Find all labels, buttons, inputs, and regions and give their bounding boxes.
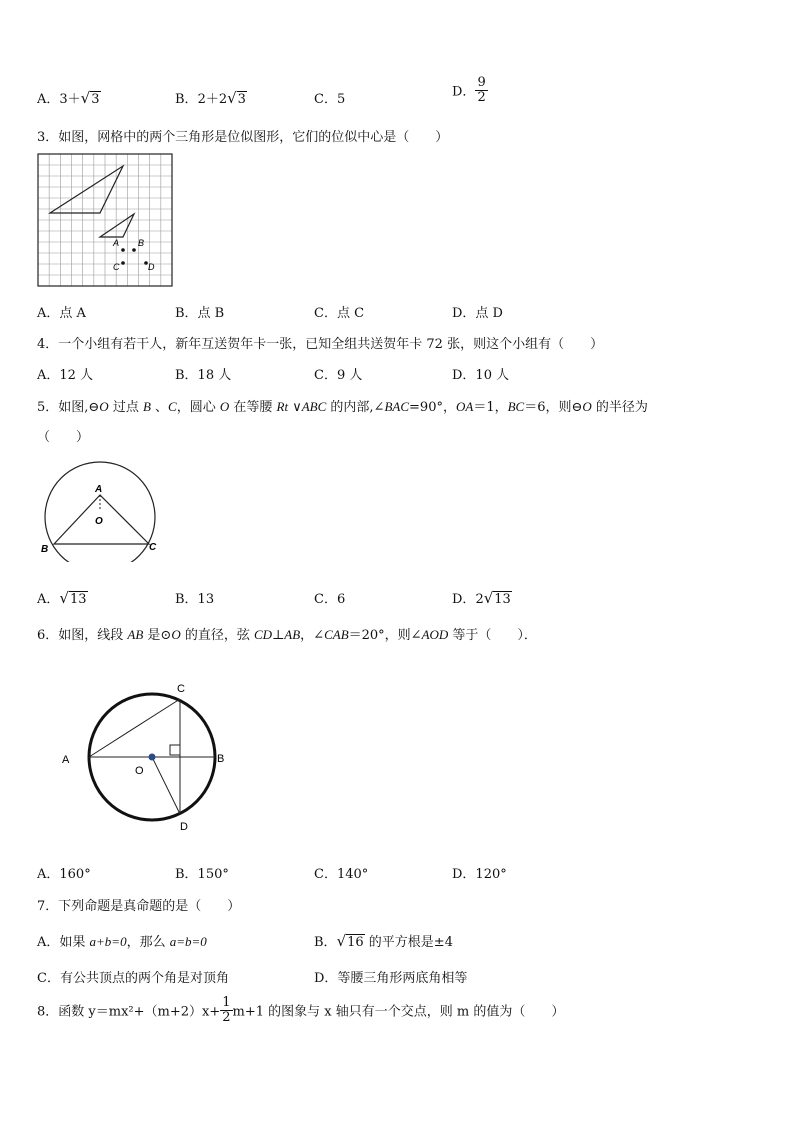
q5-circle bbox=[45, 462, 155, 562]
q6-center-dot bbox=[149, 754, 156, 761]
q2-option-c: C．5 bbox=[314, 92, 346, 107]
q5-option-b: B．13 bbox=[175, 592, 215, 607]
q3-option-a: A．点 A bbox=[37, 306, 86, 321]
q2-option-b: B．2＋2√3 bbox=[175, 89, 246, 107]
q6-option-c: C．140° bbox=[314, 867, 369, 882]
q6-circle-figure bbox=[55, 676, 235, 836]
question-7-text: 7．下列命题是真命题的是（ ） bbox=[37, 899, 241, 914]
point-b-dot bbox=[132, 248, 136, 252]
q6-option-b: B．150° bbox=[175, 867, 229, 882]
q7-option-a: A．如果 a+b=0，那么 a=b=0 bbox=[37, 934, 207, 950]
q5-option-d: D．2√13 bbox=[452, 589, 511, 607]
q3-option-b: B．点 B bbox=[175, 306, 225, 321]
fraction: $\frac{1}{2}$ bbox=[222, 995, 231, 1025]
q6-label-d: D bbox=[180, 821, 188, 833]
q6-option-d: D．120° bbox=[452, 867, 507, 882]
q2-option-a: A．3＋√3 bbox=[37, 89, 100, 107]
q7-option-d: D．等腰三角形两底角相等 bbox=[314, 971, 468, 986]
label-a: A bbox=[113, 238, 120, 248]
q6-label-a: A bbox=[62, 754, 70, 766]
q6-label-o: O bbox=[135, 765, 144, 777]
q6-option-a: A．160° bbox=[37, 867, 91, 882]
q3-grid-figure bbox=[37, 153, 173, 287]
q5-label-o: O bbox=[95, 516, 103, 527]
q6-segment-od bbox=[152, 757, 180, 814]
q6-right-angle-mark bbox=[170, 745, 180, 755]
q2-option-d: D． $\frac{9}{2}$ bbox=[452, 75, 486, 105]
q5-circle-figure bbox=[37, 460, 167, 562]
fraction: $\frac{9}{2}$ bbox=[477, 75, 486, 105]
q6-label-c: C bbox=[177, 683, 185, 695]
label-b: B bbox=[138, 238, 145, 248]
question-5-paren: （ ） bbox=[37, 430, 90, 445]
question-4-text: 4．一个小组有若干人，新年互送贺年卡一张，已知全组共送贺年卡 72 张，则这个小组有（ ） bbox=[37, 337, 604, 352]
label-c: C bbox=[113, 262, 120, 272]
q6-segment-ac bbox=[89, 699, 180, 757]
q4-option-c: C．9 人 bbox=[314, 368, 363, 383]
point-c-dot bbox=[121, 261, 125, 265]
q6-label-b: B bbox=[217, 753, 225, 765]
q3-option-c: C．点 C bbox=[314, 306, 365, 321]
point-a-dot bbox=[121, 248, 125, 252]
question-5-text: 5．如图,⊖O 过点 B 、C，圆心 O 在等腰 Rt ∨ABC 的内部,∠BAC=90°，OA＝1，BC＝6，则⊖O 的半径为 bbox=[37, 399, 648, 415]
q7-option-c: C．有公共顶点的两个角是对顶角 bbox=[37, 971, 229, 986]
question-8-text: 8．函数 y＝mx²+（m+2）x+ $\frac{1}{2}$ m+1 的图象与 x 轴只有一个交点，则 m 的值为（ ） bbox=[37, 995, 565, 1025]
large-triangle bbox=[50, 166, 123, 213]
q3-option-d: D．点 D bbox=[452, 306, 503, 321]
question-6-text: 6．如图，线段 AB 是⊙O 的直径，弦 CD⊥AB，∠CAB＝20°，则∠AOD 等于（ ）． bbox=[37, 627, 537, 643]
q5-label-b: B bbox=[41, 544, 49, 555]
q5-option-c: C．6 bbox=[314, 592, 346, 607]
label-d: D bbox=[148, 262, 155, 272]
q5-label-c: C bbox=[149, 542, 157, 553]
q4-option-a: A．12 人 bbox=[37, 368, 94, 383]
q5-option-a: A．√13 bbox=[37, 589, 87, 607]
q4-option-d: D．10 人 bbox=[452, 368, 510, 383]
q5-label-a: A bbox=[95, 484, 103, 495]
q4-option-b: B．18 人 bbox=[175, 368, 232, 383]
question-3-text: 3．如图，网格中的两个三角形是位似图形，它们的位似中心是（ ） bbox=[37, 130, 449, 145]
q7-option-b: B．√16 的平方根是±4 bbox=[314, 932, 453, 950]
